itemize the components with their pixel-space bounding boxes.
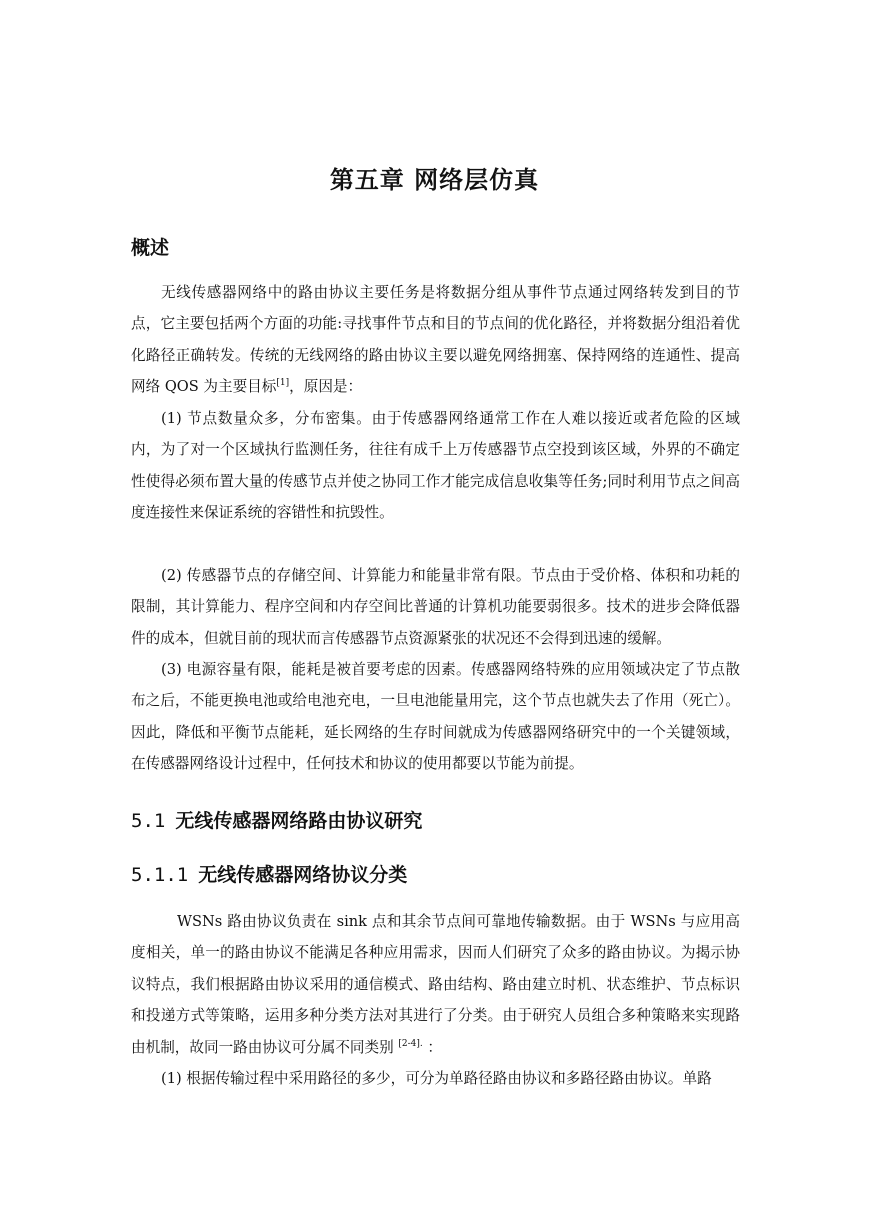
section-5-1-1-number: 5.1.1 <box>131 864 189 886</box>
section-5-1-number: 5.1 <box>131 810 166 832</box>
section-5-1-1-text-a: WSNs 路由协议负责在 sink 点和其余节点间可靠地传输数据。由于 WSNs 与应用高度相关，单一的路由协议不能满足各种应用需求，因而人们研究了众多的路由协议。为揭示协议特点，我们根据路由协议采用的通信模式、路由结构、路由建立时机、状态维护、节点标识和投递方式等策略，运用多种分类方法对其进行了分类。由于研究人员组合多种策略来实现路由机制，故同一路由协议可分属不同类别 <box>131 913 740 1056</box>
overview-point-3: (3) 电源容量有限，能耗是被首要考虑的因素。传感器网络特殊的应用领域决定了节点散布之后，不能更换电池或给电池充电，一旦电池能量用完，这个节点也就失去了作用（死亡）。因此，降低和平衡节点能耗，延长网络的生存时间就成为传感器网络研究中的一个关键领域，在传感器网络设计过程中，任何技术和协议的使用都要以节能为前提。 <box>131 661 740 773</box>
chapter-title: 第五章 网络层仿真 <box>329 165 540 194</box>
section-5-1-1-text-b: ： <box>422 1038 442 1056</box>
section-5-1-1-heading <box>131 860 407 887</box>
overview-intro-text-b: ，原因是： <box>289 378 363 396</box>
overview-intro-paragraph <box>131 277 740 403</box>
citation-ref-2-4: [2-4]. <box>398 1038 423 1049</box>
section-5-1-1-point-1: (1) 根据传输过程中采用路径的多少，可分为单路径路由协议和多路径路由协议。单路 <box>161 1070 712 1087</box>
section-5-1-title: 无线传感器网络路由协议研究 <box>175 810 423 832</box>
overview-heading: 概述 <box>131 237 170 259</box>
overview-point-1: (1) 节点数量众多，分布密集。由于传感器网络通常工作在人难以接近或者危险的区域内，为了对一个区域执行监测任务，往往有成千上万传感器节点空投到该区域，外界的不确定性使得必须布置大量的传感节点并使之协同工作才能完成信息收集等任务;同时利用节点之间高度连接性来保证系统的容错性和抗毁性。 <box>131 410 740 522</box>
citation-ref-1: [1] <box>276 378 290 389</box>
section-5-1-1-paragraph <box>131 906 740 1063</box>
overview-intro-text-a: 无线传感器网络中的路由协议主要任务是将数据分组从事件节点通过网络转发到目的节点，它主要包括两个方面的功能:寻找事件节点和目的节点间的优化路径，并将数据分组沿着优化路径正确转发。传统的无线网络的路由协议主要以避免网络拥塞、保持网络的连通性、提高网络 QOS 为主要目标 <box>131 284 740 396</box>
overview-point-2: (2) 传感器节点的存储空间、计算能力和能量非常有限。节点由于受价格、体积和功耗的限制，其计算能力、程序空间和内存空间比普通的计算机功能要弱很多。技术的进步会降低器件的成本，但就目前的现状而言传感器节点资源紧张的状况还不会得到迅速的缓解。 <box>131 567 740 647</box>
section-5-1-1-title: 无线传感器网络协议分类 <box>198 864 408 886</box>
section-5-1-heading <box>131 806 422 833</box>
